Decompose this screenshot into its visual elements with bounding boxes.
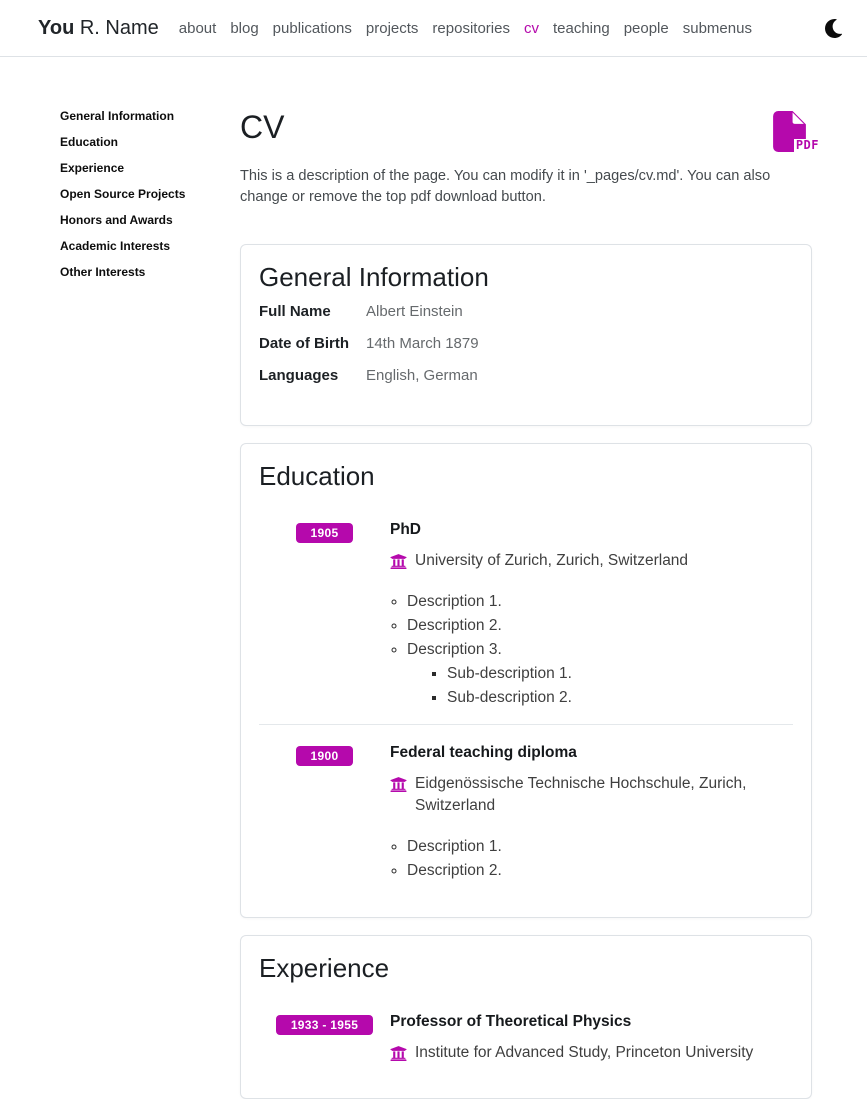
info-row (259, 335, 793, 353)
description-list (390, 835, 793, 883)
page-description: This is a description of the page. You can modify it in '_pages/cv.md'. You can also change or remove the top pdf download button. (240, 168, 771, 205)
description-item (407, 638, 793, 710)
entry-body (390, 743, 793, 883)
university-icon (390, 550, 407, 572)
section-title: Experience (259, 953, 390, 983)
nav-item-about[interactable]: about (178, 19, 217, 37)
main-content (240, 57, 819, 1099)
institution-row (390, 773, 793, 817)
description-item (407, 614, 793, 638)
nav-item-publications[interactable]: publications (272, 19, 352, 37)
timeline-entry (259, 724, 793, 897)
description-text: Description 1. (407, 838, 502, 855)
sidebar-item-experience[interactable]: Experience (60, 161, 125, 175)
card-education (240, 443, 812, 918)
nav-item-blog[interactable]: blog (230, 19, 259, 37)
year-column (259, 520, 390, 710)
entry-title: PhD (390, 521, 421, 538)
dark-mode-toggle[interactable] (822, 17, 845, 40)
institution-name: Eidgenössische Technische Hochschule, Zurich, Switzerland (415, 775, 747, 814)
nav-item-submenus[interactable]: submenus (682, 19, 752, 37)
top-navbar (0, 0, 867, 57)
institution-row (390, 550, 793, 572)
info-value: Albert Einstein (366, 303, 463, 320)
brand-link[interactable] (38, 17, 159, 40)
description-text: Description 3. (407, 641, 502, 658)
info-table (259, 303, 793, 385)
section-title: Education (259, 461, 375, 491)
sidebar-item-honors-and-awards[interactable]: Honors and Awards (60, 213, 173, 227)
sub-description-item: ▪ Sub-description 2. (447, 686, 793, 710)
info-row (259, 367, 793, 385)
year-badge: 1933 - 1955 (276, 1015, 373, 1035)
nav-item-repositories[interactable]: repositories (432, 19, 510, 37)
sidebar-item-education[interactable]: Education (60, 135, 119, 149)
pdf-label: PDF (795, 138, 819, 152)
card-experience (240, 935, 812, 1099)
entry-title: Federal teaching diploma (390, 744, 577, 761)
info-value: English, German (366, 367, 478, 384)
sub-description-list (407, 662, 793, 710)
brand-first-name: You (38, 16, 75, 39)
card-general-information (240, 244, 812, 426)
info-value: 14th March 1879 (366, 335, 479, 352)
table-of-contents (60, 110, 220, 292)
sidebar-item-academic-interests[interactable]: Academic Interests (60, 239, 171, 253)
nav-item-cv[interactable]: cv (523, 19, 539, 37)
sidebar-item-open-source-projects[interactable]: Open Source Projects (60, 187, 186, 201)
year-badge: 1900 (296, 746, 354, 766)
description-list (390, 590, 793, 710)
timeline-entry (259, 502, 793, 724)
entry-title: Professor of Theoretical Physics (390, 1013, 632, 1030)
page-header (240, 109, 819, 152)
description-item (407, 590, 793, 614)
info-label: Full Name (259, 303, 331, 320)
description-text: Description 2. (407, 617, 502, 634)
timeline-entry (259, 994, 793, 1078)
section-title: General Information (259, 262, 489, 292)
description-text: Description 2. (407, 862, 502, 879)
institution-name: Institute for Advanced Study, Princeton University (415, 1044, 754, 1061)
entry-body (390, 1012, 793, 1064)
description-text: Description 1. (407, 593, 502, 610)
cv-sections (240, 244, 812, 1099)
year-badge: 1905 (296, 523, 354, 543)
info-row (259, 303, 793, 321)
nav-item-projects[interactable]: projects (365, 19, 419, 37)
description-item (407, 859, 793, 883)
institution-name: University of Zurich, Zurich, Switzerland (415, 552, 689, 569)
university-icon (390, 1042, 407, 1064)
brand-last-name: R. Name (79, 16, 159, 39)
university-icon (390, 773, 407, 817)
info-label: Date of Birth (259, 335, 349, 352)
nav-links (179, 20, 752, 37)
nav-item-people[interactable]: people (623, 19, 669, 37)
moon-icon (824, 26, 843, 41)
sidebar-item-general-information[interactable]: General Information (60, 109, 175, 123)
sub-description-item: ▪ Sub-description 1. (447, 662, 793, 686)
nav-item-teaching[interactable]: teaching (552, 19, 610, 37)
description-item (407, 835, 793, 859)
year-column (259, 743, 390, 883)
year-column (259, 1012, 390, 1064)
institution-row (390, 1042, 793, 1064)
pdf-download-button[interactable] (773, 111, 819, 152)
page-title: CV (240, 109, 285, 145)
entry-body (390, 520, 793, 710)
sidebar-item-other-interests[interactable]: Other Interests (60, 265, 146, 279)
info-label: Languages (259, 367, 339, 384)
